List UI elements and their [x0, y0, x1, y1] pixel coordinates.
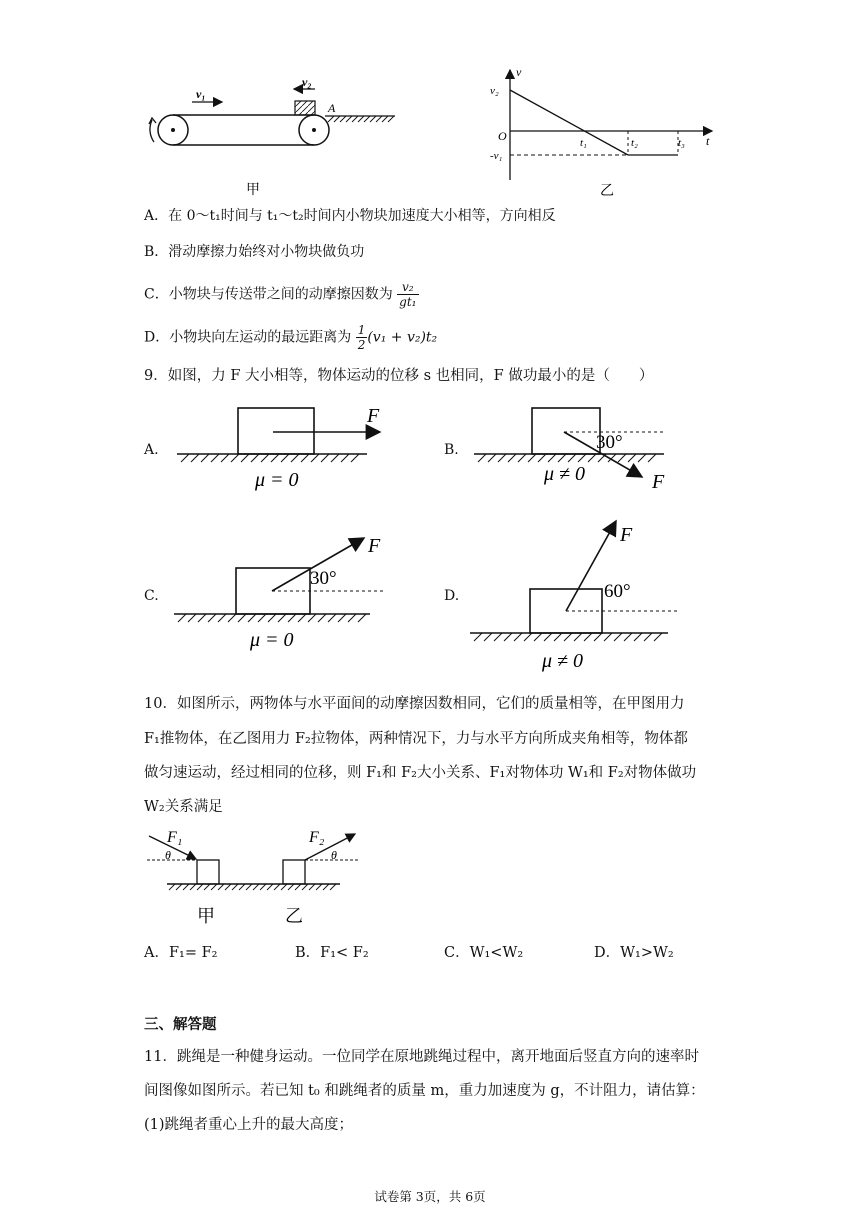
svg-text:F: F	[368, 535, 381, 557]
q10-line4: W₂关系满足	[144, 799, 223, 815]
q8-option-b: B．滑动摩擦力始终对小物块做负功	[144, 244, 365, 260]
section-heading: 三、解答题	[144, 1016, 217, 1033]
caption-jia: 甲	[246, 183, 260, 198]
q10-line3: 做匀速运动，经过相同的位移，则 F₁和 F₂大小关系、F₁对物体功 W₁和 F₂对物体做功	[144, 765, 697, 781]
svg-text:μ ≠ 0: μ ≠ 0	[544, 463, 586, 485]
svg-text:t₁: t₁	[580, 137, 587, 149]
svg-text:v₂: v₂	[490, 85, 499, 97]
svg-text:F: F	[367, 405, 380, 427]
q9-label-c: C.	[144, 588, 159, 604]
svg-text:F: F	[652, 471, 665, 493]
q10-figure	[145, 822, 360, 930]
page-footer: 试卷第 3页，共 6页	[374, 1189, 486, 1204]
q9-figure-a	[175, 400, 380, 495]
svg-text:F₂: F₂	[309, 829, 325, 846]
q8-option-c: C．小物块与传送带之间的动摩擦因数为 $\frac{\text{v₂}}{\text{gt₁}}$	[144, 280, 417, 309]
svg-text:t₂: t₂	[631, 137, 638, 149]
caption-yi: 乙	[600, 184, 614, 199]
svg-text:30°: 30°	[596, 432, 623, 453]
q10-option-a: A．F₁= F₂	[144, 945, 218, 961]
q9-figure-d	[468, 515, 688, 675]
q10-line1: 10．如图所示，两物体与水平面间的动摩擦因数相同，它们的质量相等，在甲图用力	[144, 696, 685, 712]
q9-figure-c	[172, 528, 392, 653]
svg-text:O: O	[498, 129, 507, 143]
q11-line3: (1)跳绳者重心上升的最大高度；	[144, 1117, 354, 1133]
conveyor-belt-figure	[140, 70, 410, 200]
svg-text:μ = 0: μ = 0	[255, 469, 299, 491]
block	[295, 101, 315, 115]
svg-text:t: t	[706, 134, 710, 148]
block-jia	[197, 860, 219, 884]
q10-option-c: C．W₁<W₂	[444, 945, 524, 961]
block-yi	[283, 860, 305, 884]
q8-option-d: D．小物块向左运动的最远距离为 $\frac{1}{2}$ (v₁ + v₂)t₂	[144, 323, 438, 352]
svg-text:v: v	[516, 65, 522, 79]
svg-text:甲: 甲	[197, 906, 215, 926]
A-label: A	[328, 101, 336, 115]
q11-line1: 11．跳绳是一种健身运动。一位同学在原地跳绳过程中，离开地面后竖直方向的速率时	[144, 1049, 699, 1065]
svg-text:F₁: F₁	[167, 829, 183, 846]
q10-line2: F₁推物体，在乙图用力 F₂拉物体，两种情况下，力与水平方向所成夹角相等，物体都	[144, 731, 688, 747]
fraction: $\frac{\text{v₂}}{\text{gt₁}}$	[399, 280, 417, 309]
fraction: $\frac{1}{2}$	[357, 323, 366, 352]
q11-line2: 间图像如图所示。若已知 t₀ 和跳绳者的质量 m，重力加速度为 g，不计阻力，请估算：	[144, 1083, 705, 1099]
v1-label: v₁	[196, 87, 206, 101]
v2-label: v₂	[302, 75, 312, 89]
q9-label-b: B.	[444, 442, 459, 458]
svg-text:θ: θ	[165, 848, 171, 862]
svg-text:t₃: t₃	[678, 137, 685, 149]
q9-figure-b	[472, 400, 682, 495]
svg-text:θ: θ	[331, 848, 337, 862]
q9-stem: 9．如图，力 F 大小相等，物体运动的位移 s 也相同，F 做功最小的是（ ）	[144, 368, 654, 384]
svg-text:乙: 乙	[285, 906, 303, 926]
vt-line	[510, 90, 628, 155]
svg-text:-v₁: -v₁	[490, 150, 503, 162]
vt-graph-figure	[490, 62, 720, 202]
svg-text:μ = 0: μ = 0	[250, 629, 294, 651]
svg-text:F: F	[620, 524, 633, 546]
q8-option-a: A．在 0～t₁时间与 t₁～t₂时间内小物块加速度大小相等，方向相反	[144, 208, 556, 224]
svg-text:μ ≠ 0: μ ≠ 0	[542, 650, 584, 672]
q9-label-a: A.	[144, 442, 159, 458]
q9-label-d: D.	[444, 588, 460, 604]
svg-text:30°: 30°	[310, 568, 337, 589]
q10-option-b: B．F₁< F₂	[295, 945, 369, 961]
svg-text:60°: 60°	[604, 581, 631, 602]
q10-option-d: D．W₁>W₂	[594, 945, 674, 961]
